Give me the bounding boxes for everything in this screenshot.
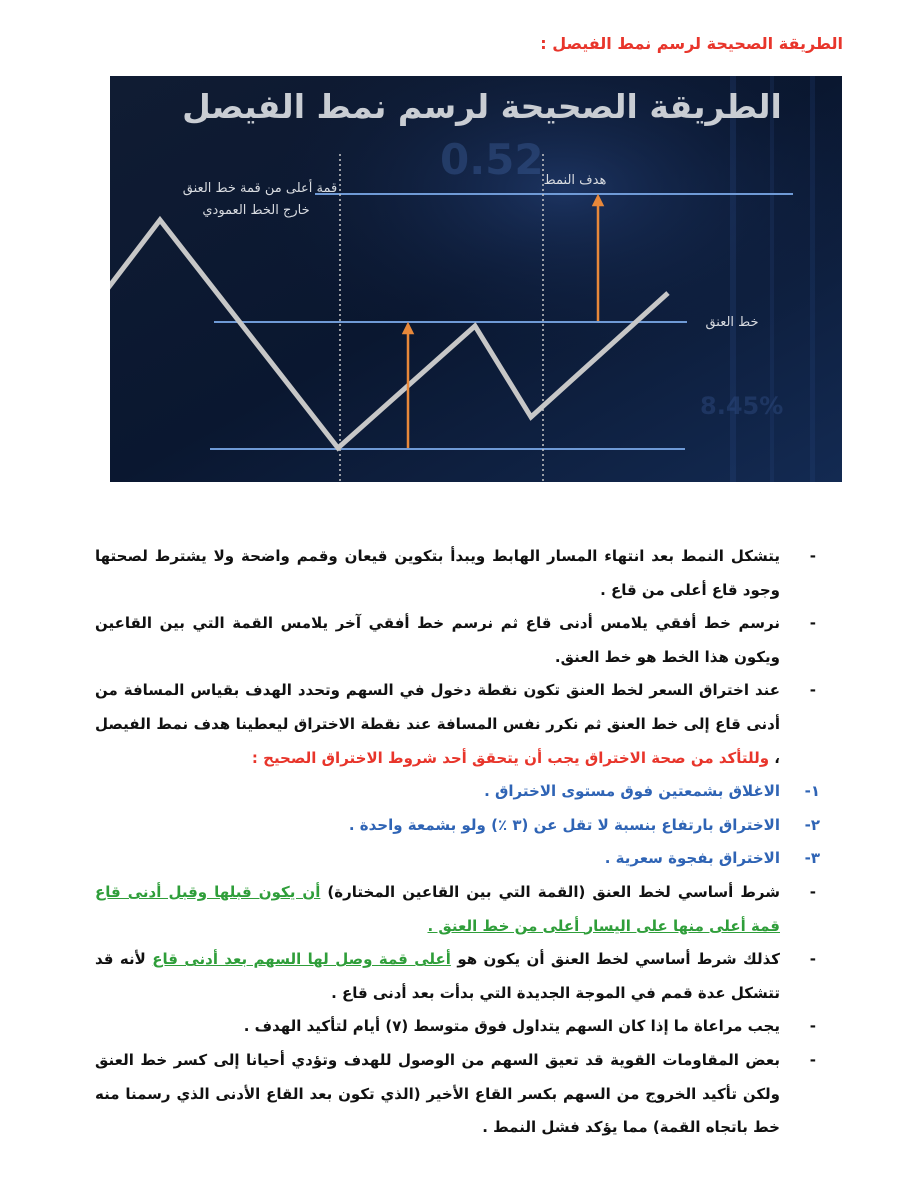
pattern-diagram-svg: [110, 76, 842, 482]
note-highest-peak: [95, 943, 820, 1010]
note-neckline-condition: [95, 876, 820, 943]
condition-text: الاختراق بفجوة سعرية .: [604, 849, 780, 868]
note-highlight: أن يكون قبلها وقبل أدنى قاع قمة أعلى منها على اليسار أعلى من خط العنق .: [95, 882, 780, 935]
diagram-title: الطريقة الصحيحة لرسم نمط الفيصل: [182, 87, 782, 126]
note-highlight: أعلى قمة وصل لها السهم بعد أدنى قاع: [152, 950, 451, 969]
bg-grid-bar: [770, 76, 774, 482]
note-text: يجب مراعاة ما إذا كان السهم يتداول فوق متوسط (٧) أيام لتأكيد الهدف .: [243, 1017, 780, 1036]
pattern-diagram: [110, 76, 842, 482]
annotation-outside-vertical: خارج الخط العمودي: [202, 203, 310, 218]
note-text: لأنه قد تتشكل عدة قمم في الموجة الجديدة التي بدأت بعد أدنى قاع .: [95, 950, 780, 1002]
paragraph-text: نرسم خط أفقي يلامس أدنى قاع ثم نرسم خط أفقي آخر يلامس القمة التي بين القاعين ويكون هذا الخط هو خط العنق.: [95, 614, 780, 666]
target-label: هدف النمط: [543, 173, 607, 188]
bg-number-1: 0.52: [440, 135, 544, 184]
condition-text: الاختراق بارتفاع بنسبة لا تقل عن (٣ ٪) ولو بشمعة واحدة .: [348, 815, 780, 834]
note-text: شرط أساسي لخط العنق (القمة التي بين القاعين المختارة): [320, 882, 781, 901]
condition-item: [95, 842, 820, 876]
note-text: بعض المقاومات القوية قد تعيق السهم من الوصول للهدف وتؤدي أحيانا إلى كسر خط العنق ولكن تأكيد الخروج من السهم بكسر القاع الأخير (الذي تكون بعد القاع الأدنى الذي رسمنا منه خط باتجاه القمة) مما يؤكد فشل النمط .: [95, 1050, 780, 1137]
paragraph-text: يتشكل النمط بعد انتهاء المسار الهابط ويبدأ بتكوين قيعان وقمم واضحة ولا يشترط لصحتها وجود قاع أعلى من قاع .: [95, 547, 780, 599]
breakout-warning: وللتأكد من صحة الاختراق يجب أن يتحقق أحد شروط الاختراق الصحيح :: [251, 748, 775, 767]
condition-item: [95, 809, 820, 843]
paragraph-neckline: [95, 607, 820, 674]
condition-number: ٣-: [804, 849, 820, 868]
note-moving-average: [95, 1010, 820, 1044]
bg-grid-bar: [810, 76, 815, 482]
condition-number: ١-: [804, 782, 820, 801]
condition-number: ٢-: [804, 815, 820, 834]
body-text: [95, 540, 820, 1145]
page-heading: الطريقة الصحيحة لرسم نمط الفيصل :: [540, 34, 843, 53]
note-resistance: [95, 1044, 820, 1145]
bg-number-2: 8.45%: [700, 392, 784, 420]
condition-text: الاغلاق بشمعتين فوق مستوى الاختراق .: [484, 782, 780, 801]
annotation-higher-peak: قمة أعلى من قمة خط العنق: [182, 181, 338, 196]
neckline-label: خط العنق: [705, 315, 759, 330]
bg-grid-bar: [730, 76, 736, 482]
paragraph-text: عند اختراق السعر لخط العنق تكون نقطة دخول في السهم وتحدد الهدف بقياس المسافة من أدنى قاع إلى خط العنق ثم نكرر نفس المسافة عند نقطة الاختراق ليعطينا هدف نمط الفيصل ،: [95, 681, 780, 767]
paragraph-formation: [95, 540, 820, 607]
condition-item: [95, 775, 820, 809]
note-text: كذلك شرط أساسي لخط العنق أن يكون هو: [450, 950, 780, 969]
paragraph-breakout: [95, 674, 820, 775]
